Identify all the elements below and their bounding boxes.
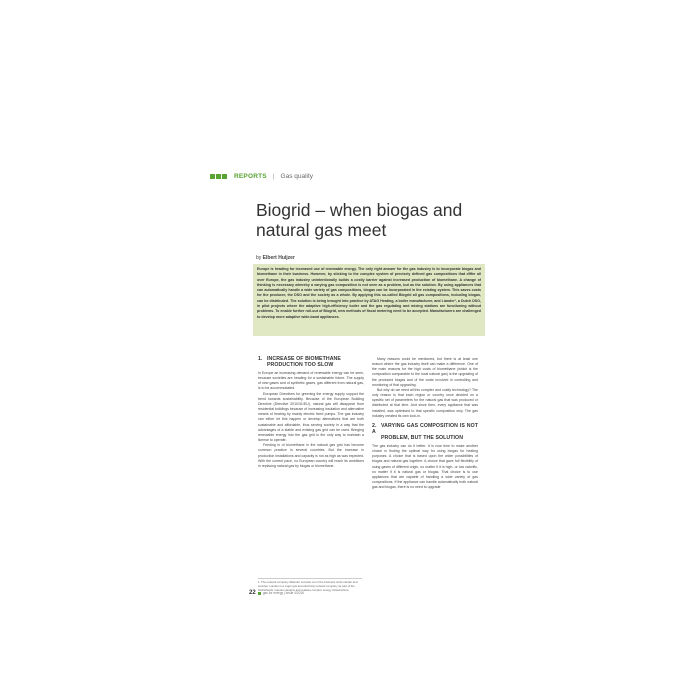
- paragraph: European Directives for greening the energy supply support the trend towards sustainability. Because of the European Building Directive (Directive 2010/31/EU), natural gas will disappear from residential buildings because of increasing insulation and alternative means of heating by mainly electric fixed pumps. The gas industry can either let this happen or develop alternatives that are both sustainable and affordable, thus serving society in a way that the advantages of a stable and existing gas grid can be used. Bringing renewable energy into the gas grid is the only way to maintain a license to operate.: [258, 391, 364, 443]
- footnote: 1. The network company Alliander consists out of the business units Liander and Liandon. Liander is a major gas and electricity network company as part of the Netherlands; Liandon designs and realises complex energy infrastructure.: [258, 578, 362, 592]
- section-title-line: PROBLEM, BUT THE SOLUTION: [381, 434, 464, 441]
- section-marker-squares: [210, 174, 227, 179]
- section-title-line: PRODUCTION TOO SLOW: [267, 362, 334, 368]
- section-heading-2: [372, 423, 478, 441]
- byline: [256, 255, 295, 261]
- section-label: REPORTS: [234, 172, 267, 180]
- section-topic: Gas quality: [280, 172, 314, 180]
- section-title-line: INCREASE OF BIOMETHANE: [267, 356, 341, 362]
- section-title-line: VARYING GAS COMPOSITION IS NOT A: [372, 422, 478, 435]
- author-name: Elbert Huijzer: [262, 255, 295, 261]
- green-square-icon: [216, 174, 221, 179]
- paragraph: In Europe an increasing demand of renewable energy can be seen, because societies are heading for a sustainable future. The supply of new gases and of synthetic gases, gas different from natural gas, is to be accommodated.: [258, 371, 364, 391]
- section-header: [210, 171, 313, 181]
- green-square-icon: [258, 592, 261, 595]
- page-number: 22: [249, 590, 256, 596]
- text-column-left: [258, 356, 364, 469]
- paragraph: Feeding in of biomethane in the natural gas grid has become common practice in several countries. But the increase in production installations and capacity is not as high as was expected. With the current pace, no European country will reach its ambitions in replacing natural gas by biogas or biomethane.: [258, 443, 364, 468]
- byline-prefix: by: [256, 255, 262, 261]
- page-folio: [249, 590, 304, 596]
- text-column-right: [372, 357, 478, 490]
- article-abstract: Europe is heading for increased use of renewable energy. The only right answer for the gas industry is to incorporate biogas and biomethane in their business. However, by sticking to the complex system of precisely defined gas compositions that differ all over Europe, the gas industry unintentionally builds a costly barrier against increased production of biomethane. A change of thinking is necessary whereby a varying gas composition is not seen as a problem, but as the solution. By using appliances that can automatically handle a wide variety of gas compositions, biogas can be incorporated in the existing system. This saves costs for the producer, the DSO and the society as a whole. By applying this so-called Biogrid all gas compositions, including biogas, can be distributed. The solution is being brought into practice by ATAG Heating, a boiler manufacturer, and Liander¹, a Dutch DSO, in pilot projects where the adaptive high-efficiency boiler and the gas regulating and mixing stations are functioning without problems. To enable further roll-out of Biogrid, new methods of fiscal metering need to be accepted. Manufacturers are challenged to develop more adaptive wide-band appliances.: [253, 264, 485, 336]
- paragraph: The gas industry can do it better. It is now time to make another choice in finding the optimal way for using biogas for heating purposes. A choice that is based upon the wider possibilities of biogas and natural gas together. A choice that gave full flexibility of using gases of different origin, no matter if it is high- or low calorific, no matter if it is natural gas or biogas. That choice is to use appliances that are capable of handling a wide variety of gas compositions. If the appliance can handle automatically both natural gas and biogas, there is no need to upgrade: [372, 443, 478, 490]
- section-heading-1: [258, 356, 364, 368]
- green-square-icon: [210, 174, 215, 179]
- section-number: 2.: [372, 422, 377, 429]
- paragraph: But why do we need all this complex and costly technology? The only reason is that each region or country once decided on a specific set of parameters for the natural gas that was produced or distributed at that time. And since then, every appliance that was installed, was optimised to that specific composition only. The gas industry created its own lock-in.: [372, 387, 478, 418]
- paragraph: Many reasons could be mentioned, but there is at least one reason where the gas industry itself can make a difference. One of the main reasons for the high costs of biomethane (which is the composition comparable to the local natural gas) is the upgrading of the produced biogas and of the costs involved in controlling and monitoring of that upgrading.: [372, 357, 478, 387]
- green-square-icon: [222, 174, 227, 179]
- magazine-name: gas for energy | Issue 4/2016: [262, 591, 304, 595]
- section-number: 1.: [258, 356, 263, 362]
- header-separator: |: [272, 172, 275, 180]
- article-title: Biogrid – when biogas and natural gas meet: [256, 200, 463, 240]
